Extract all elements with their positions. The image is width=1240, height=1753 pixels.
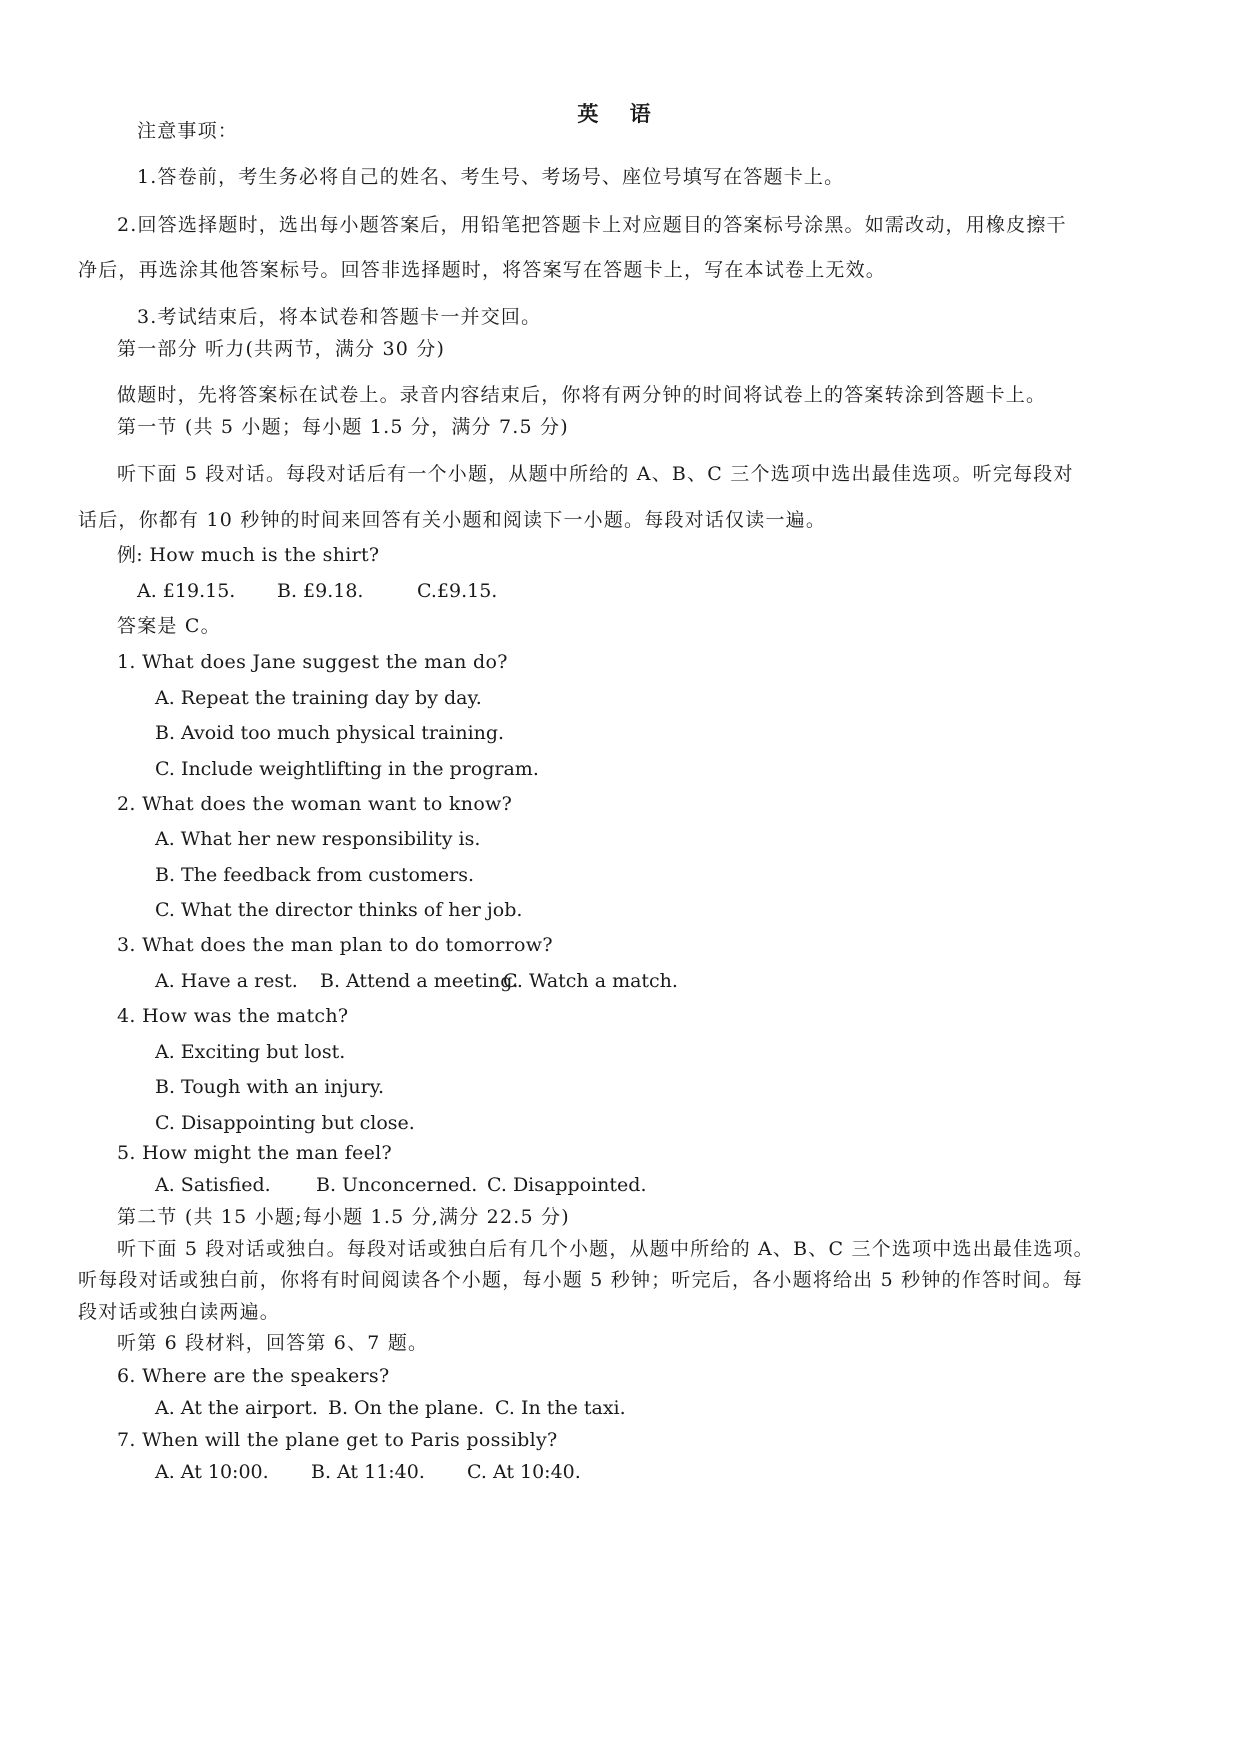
notice-item-3: 3.考试结束后，将本试卷和答题卡一并交回。 bbox=[137, 306, 542, 328]
question-2: 2. What does the woman want to know? bbox=[117, 793, 513, 815]
question-3: 3. What does the man plan to do tomorrow? bbox=[117, 934, 553, 956]
question-3-option-b: B. Attend a meeting. bbox=[320, 970, 519, 992]
notice-heading: 注意事项： bbox=[137, 120, 239, 142]
question-1-option-c: C. Include weightlifting in the program. bbox=[155, 758, 539, 780]
section1-intro-line-2: 话后，你都有 10 秒钟的时间来回答有关小题和阅读下一小题。每段对话仅读一遍。 bbox=[78, 509, 827, 531]
page-title: 英 语 bbox=[577, 101, 663, 126]
question-2-option-c: C. What the director thinks of her job. bbox=[155, 899, 523, 921]
material-6-heading: 听第 6 段材料，回答第 6、7 题。 bbox=[117, 1332, 429, 1354]
question-1-option-a: A. Repeat the training day by day. bbox=[155, 687, 482, 709]
example-answer: 答案是 C。 bbox=[117, 615, 221, 637]
question-7-option-b: B. At 11:40. bbox=[311, 1461, 425, 1483]
question-1: 1. What does Jane suggest the man do? bbox=[117, 651, 508, 673]
question-6-option-a: A. At the airport. bbox=[155, 1397, 318, 1419]
section1-intro-line-1: 听下面 5 段对话。每段对话后有一个小题，从题中所给的 A、B、C 三个选项中选出最佳选项。听完每段对 bbox=[117, 463, 1074, 485]
question-6-option-c: C. In the taxi. bbox=[495, 1397, 626, 1419]
question-7: 7. When will the plane get to Paris possibly? bbox=[117, 1429, 558, 1451]
example-option-a: A. £19.15. bbox=[137, 580, 236, 602]
question-5-option-b: B. Unconcerned. bbox=[316, 1174, 478, 1196]
question-4-option-b: B. Tough with an injury. bbox=[155, 1076, 384, 1098]
question-6: 6. Where are the speakers? bbox=[117, 1365, 390, 1387]
question-5-option-a: A. Satisfied. bbox=[155, 1174, 271, 1196]
example-question: 例: How much is the shirt? bbox=[117, 544, 380, 566]
question-2-option-b: B. The feedback from customers. bbox=[155, 864, 475, 886]
notice-item-1: 1.答卷前，考生务必将自己的姓名、考生号、考场号、座位号填写在答题卡上。 bbox=[137, 166, 845, 188]
question-4-option-c: C. Disappointing but close. bbox=[155, 1112, 415, 1134]
part1-intro: 做题时，先将答案标在试卷上。录音内容结束后，你将有两分钟的时间将试卷上的答案转涂到答题卡上。 bbox=[117, 384, 1047, 406]
question-4: 4. How was the match? bbox=[117, 1005, 349, 1027]
part1-heading: 第一部分 听力(共两节，满分 30 分) bbox=[117, 338, 446, 360]
question-4-option-a: A. Exciting but lost. bbox=[155, 1041, 346, 1063]
example-option-b: B. £9.18. bbox=[277, 580, 364, 602]
section2-intro-line-3: 段对话或独白读两遍。 bbox=[78, 1301, 281, 1323]
question-1-option-b: B. Avoid too much physical training. bbox=[155, 722, 505, 744]
question-3-option-a: A. Have a rest. bbox=[155, 970, 298, 992]
question-3-option-c: C. Watch a match. bbox=[503, 970, 678, 992]
section2-intro-line-1: 听下面 5 段对话或独白。每段对话或独白后有几个小题，从题中所给的 A、B、C 三个选项中选出最佳选项。 bbox=[117, 1238, 1094, 1260]
example-option-c: C.£9.15. bbox=[417, 580, 498, 602]
section2-intro-line-2: 听每段对话或独白前，你将有时间阅读各个小题，每小题 5 秒钟；听完后，各小题将给出 5 秒钟的作答时间。每 bbox=[78, 1269, 1083, 1291]
notice-item-2-line-1: 2.回答选择题时，选出每小题答案后，用铅笔把答题卡上对应题目的答案标号涂黑。如需改动，用橡皮擦干 bbox=[117, 214, 1067, 236]
question-5-option-c: C. Disappointed. bbox=[487, 1174, 647, 1196]
section1-heading: 第一节 (共 5 小题；每小题 1.5 分，满分 7.5 分) bbox=[117, 416, 569, 438]
question-7-option-c: C. At 10:40. bbox=[467, 1461, 581, 1483]
question-7-option-a: A. At 10:00. bbox=[155, 1461, 269, 1483]
notice-item-2-line-2: 净后，再选涂其他答案标号。回答非选择题时，将答案写在答题卡上，写在本试卷上无效。 bbox=[78, 259, 887, 281]
question-6-option-b: B. On the plane. bbox=[328, 1397, 485, 1419]
question-2-option-a: A. What her new responsibility is. bbox=[155, 828, 481, 850]
section2-heading: 第二节 (共 15 小题;每小题 1.5 分,满分 22.5 分) bbox=[117, 1206, 570, 1228]
question-5: 5. How might the man feel? bbox=[117, 1142, 393, 1164]
